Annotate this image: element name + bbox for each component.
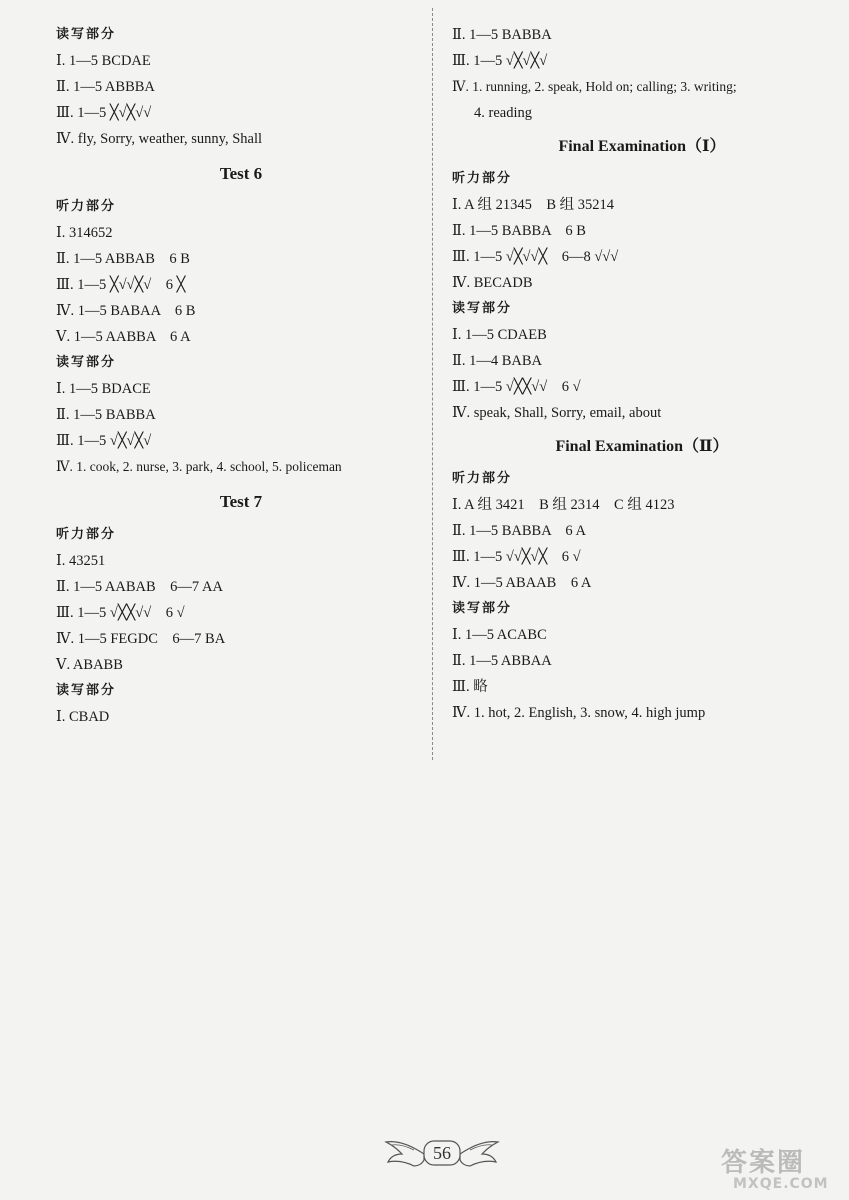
answer-line: Ⅰ. A 组 3421 B 组 2314 C 组 4123 [452,497,675,513]
answer-line: Ⅳ. fly, Sorry, weather, sunny, Shall [56,131,262,147]
answer-line: Ⅱ. 1—5 AABAB 6—7 AA [56,579,223,595]
answer-line: Ⅴ. ABABB [56,657,123,673]
test-6-title: Test 6 [219,164,263,183]
answer-line: Ⅳ. 1. cook, 2. nurse, 3. park, 4. school, 5. policeman [56,459,342,474]
section-label-reading: 读写部分 [56,355,117,370]
answer-line: Ⅲ. 1—5 √╳√╳√ [56,433,152,449]
watermark-logo [693,1140,843,1196]
watermark-text: 答案圈 [721,1148,806,1178]
page-number: 56 [433,1143,451,1163]
answer-line: Ⅲ. 1—5 ╳√√╳√ 6 ╳ [56,277,186,293]
answer-line: Ⅲ. 1—5 √╳╳√√ 6 √ [452,379,581,395]
test-7-title: Test 7 [219,492,263,511]
answer-line: Ⅱ. 1—5 ABBAB 6 B [56,251,190,267]
answer-line: Ⅲ. 1—5 √╳√╳√ [452,53,548,69]
answer-line: Ⅲ. 略 [452,679,488,695]
answer-line: Ⅲ. 1—5 ╳√╳√√ [56,105,152,121]
answer-line: Ⅳ. 1. hot, 2. English, 3. snow, 4. high jump [452,705,706,721]
answer-line: Ⅰ. 1—5 BCDAE [56,53,151,69]
answer-line: Ⅰ. A 组 21345 B 组 35214 [452,197,615,213]
answer-line-continuation: 4. reading [474,105,532,121]
section-label-reading: 读写部分 [452,601,513,616]
answer-line: Ⅱ. 1—5 ABBBA [56,79,155,95]
watermark-url: MXQE.COM [733,1176,829,1192]
answer-line: Ⅲ. 1—5 √╳╳√√ 6 √ [56,605,185,621]
answer-line: Ⅳ. BECADB [452,275,533,291]
answer-line: Ⅴ. 1—5 AABBA 6 A [56,329,191,345]
answer-line: Ⅰ. 1—5 BDACE [56,381,151,397]
section-label-reading: 读写部分 [56,683,117,698]
answer-line: Ⅳ. 1—5 BABAA 6 B [56,303,196,319]
answer-line: Ⅰ. 43251 [56,553,106,569]
answer-line: Ⅱ. 1—5 ABBAA [452,653,552,669]
answer-line: Ⅱ. 1—4 BABA [452,353,543,369]
column-divider [432,8,433,760]
answer-line: Ⅱ. 1—5 BABBA [452,27,552,43]
section-label-listening: 听力部分 [452,471,513,486]
final-exam-1-title: Final Examination（Ⅰ） [558,138,726,155]
answer-line: Ⅳ. 1—5 FEGDC 6—7 BA [56,631,226,647]
answer-line: Ⅱ. 1—5 BABBA [56,407,156,423]
answer-line: Ⅰ. 314652 [56,225,113,241]
section-label-reading: 读写部分 [56,27,117,42]
answer-line: Ⅳ. 1—5 ABAAB 6 A [452,575,592,591]
answer-line: Ⅳ. 1. running, 2. speak, Hold on; calling; 3. writing; [452,79,737,94]
section-label-listening: 听力部分 [56,199,117,214]
answer-line: Ⅰ. 1—5 ACABC [452,627,547,643]
answer-line: Ⅰ. 1—5 CDAEB [452,327,547,343]
section-label-listening: 听力部分 [56,527,117,542]
answer-line: Ⅲ. 1—5 √√╳√╳ 6 √ [452,549,581,565]
right-column [452,22,832,726]
section-label-reading: 读写部分 [452,301,513,316]
final-exam-2-title: Final Examination（Ⅱ） [555,438,729,455]
answer-line: Ⅲ. 1—5 √╳√√╳ 6—8 √√√ [452,249,619,265]
answer-line: Ⅳ. speak, Shall, Sorry, email, about [452,405,662,421]
section-label-listening: 听力部分 [452,171,513,186]
answer-line: Ⅱ. 1—5 BABBA 6 A [452,523,586,539]
page-number-badge [384,1124,500,1178]
left-column [56,22,426,730]
answer-line: Ⅰ. CBAD [56,709,110,725]
answer-line: Ⅱ. 1—5 BABBA 6 B [452,223,586,239]
